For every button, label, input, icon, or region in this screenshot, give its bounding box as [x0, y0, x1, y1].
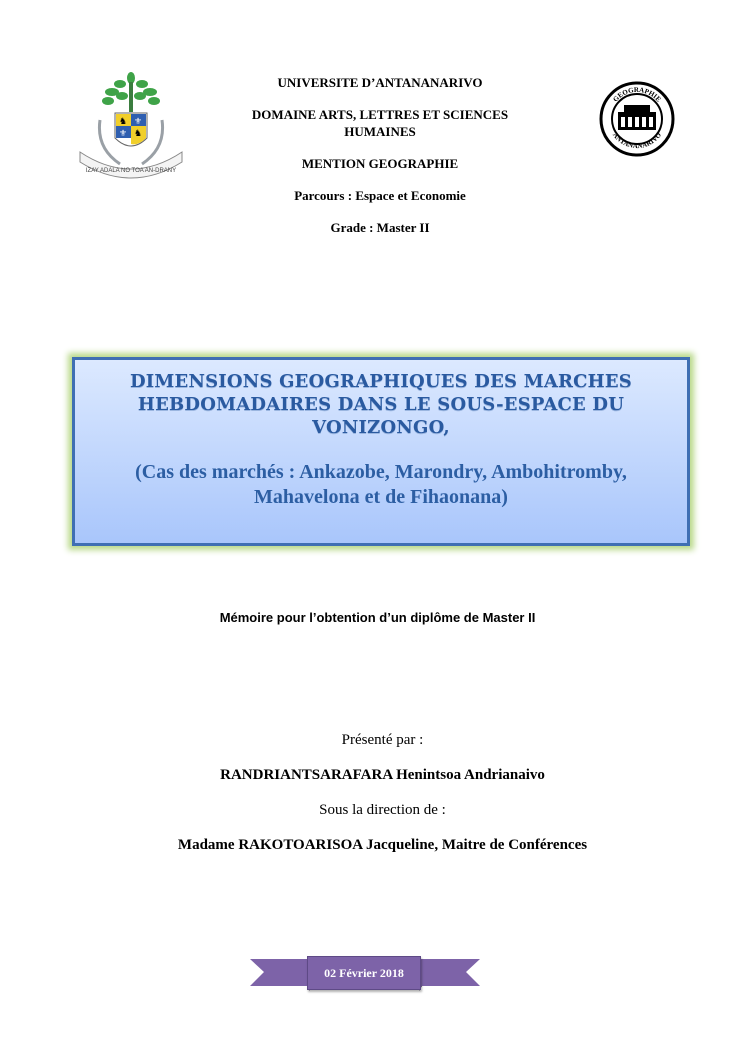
thesis-title-box	[72, 357, 690, 546]
mention-name: MENTION GEOGRAPHIE	[301, 156, 459, 171]
university-name: UNIVERSITE D’ANTANANARIVO	[277, 75, 483, 90]
institution-header	[215, 74, 545, 251]
svg-text:⚜: ⚜	[133, 116, 143, 126]
university-crest-logo	[70, 68, 192, 188]
submission-date: 02 Février 2018	[307, 956, 421, 990]
supervisor-name: Madame RAKOTOARISOA Jacqueline, Maitre de Conférences	[177, 837, 588, 853]
domain-name: DOMAINE ARTS, LETTRES ET SCIENCES HUMAINES	[251, 107, 509, 139]
direction-label: Sous la direction de :	[319, 802, 446, 818]
degree-statement: Mémoire pour l’obtention d’un diplôme de Master II	[219, 610, 536, 625]
thesis-subtitle: (Cas des marchés : Ankazobe, Marondry, Ambohitromby, Mahavelona et de Fihaonana)	[135, 461, 627, 508]
parcours-line: Parcours : Espace et Economie	[294, 188, 466, 203]
svg-text:GEOGRAPHIE: GEOGRAPHIE	[611, 85, 663, 104]
geographie-logo	[598, 80, 676, 158]
presented-by-label: Présenté par :	[341, 732, 424, 748]
svg-text:♞: ♞	[133, 128, 143, 138]
svg-text:♞: ♞	[118, 116, 128, 126]
grade-line: Grade : Master II	[330, 220, 430, 235]
svg-text:IZAY ADALA NO TOA AN-DRANY: IZAY ADALA NO TOA AN-DRANY	[85, 168, 177, 174]
svg-text:ANTANANARIVO: ANTANANARIVO	[610, 131, 664, 151]
date-ribbon	[250, 956, 480, 992]
svg-text:⚜: ⚜	[118, 128, 128, 138]
author-name: RANDRIANTSARAFARA Henintsoa Andrianaivo	[220, 767, 545, 783]
thesis-title: DIMENSIONS GEOGRAPHIQUES DES MARCHES HEBDOMADAIRES DANS LE SOUS-ESPACE DU VONIZONGO,	[129, 371, 633, 438]
